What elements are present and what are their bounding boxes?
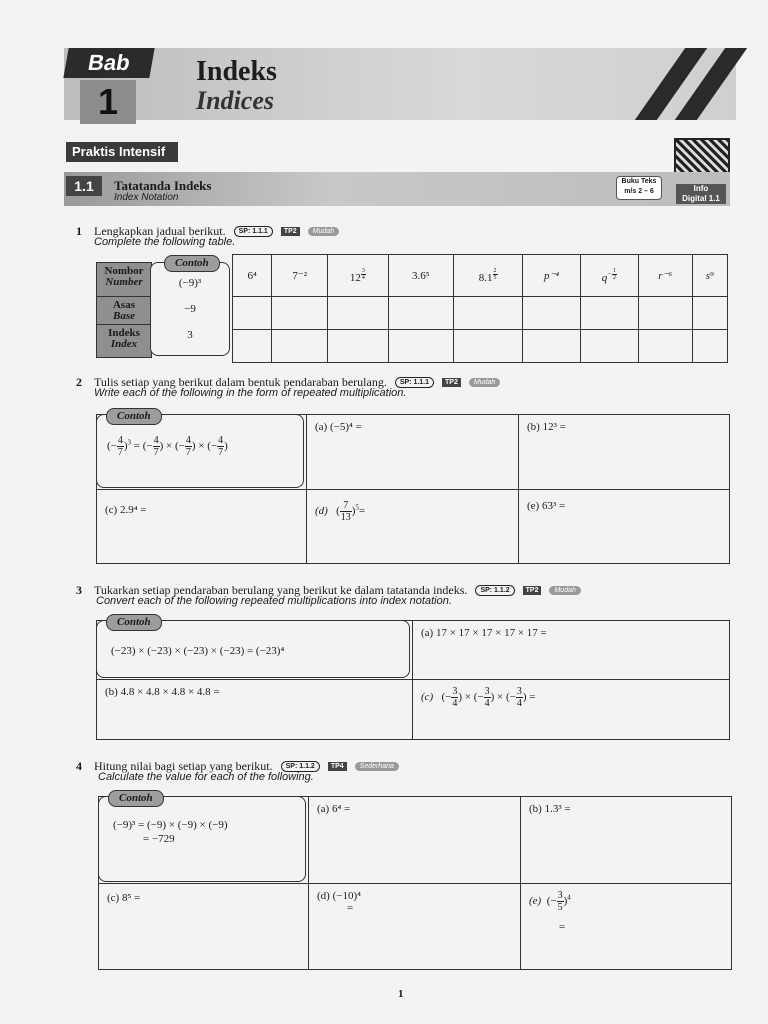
base-answer-cell[interactable] [692, 297, 727, 330]
index-answer-cell[interactable] [692, 330, 727, 363]
base-answer-cell[interactable] [523, 297, 581, 330]
q4-text-en: Calculate the value for each of the following. [98, 771, 314, 783]
q1-text-ms: Lengkapkan jadual berikut. [94, 224, 226, 238]
index-answer-cell[interactable] [454, 330, 523, 363]
q1-sp-badge: SP: 1.1.1 [234, 226, 273, 237]
label-indeks: Indeks [108, 327, 140, 339]
praktis-label: Praktis Intensif [66, 142, 178, 162]
q1-number-cell: 6⁴ [233, 255, 272, 297]
q1-number-base: 12 [349, 271, 361, 284]
q1-number-cell: $q^{- \frac{1}{2}}$ [580, 255, 638, 297]
q3-level-badge: Mudah [549, 586, 580, 595]
q4-tp-badge: TP4 [328, 762, 347, 771]
q1-number-cell: r⁻⁶ [638, 255, 692, 297]
q1-number-cell: 7⁻² [272, 255, 328, 297]
index-answer-cell[interactable] [523, 330, 581, 363]
q4-example-line1: (−9)³ = (−9) × (−9) × (−9) [113, 819, 228, 831]
q4-cell-c[interactable]: (c) 8⁵ = [98, 883, 309, 970]
chapter-banner [64, 48, 736, 120]
q1-number: 1 [76, 224, 82, 238]
section-title-en: Index Notation [114, 192, 179, 203]
q4-cell-e[interactable]: (e) (− $\frac{3}{5}$ )$^4$ = [520, 883, 732, 970]
base-answer-cell[interactable] [328, 297, 388, 330]
page-number: 1 [398, 988, 404, 1000]
example-base: −9 [184, 303, 196, 315]
q4-number: 4 [76, 759, 82, 773]
q4-text-ms: Hitung nilai bagi setiap yang berikut. [94, 759, 273, 773]
q4-sp-badge: SP: 1.1.2 [281, 761, 320, 772]
q4-cell-d[interactable] [308, 883, 521, 970]
info-label: Info [693, 184, 709, 193]
q4-cell-a[interactable]: (a) 6⁴ = [308, 796, 521, 884]
example-index: 3 [187, 329, 193, 341]
index-answer-cell[interactable] [388, 330, 453, 363]
q2-cell-d[interactable]: (d) ( $\frac{7}{13}$ )$^5$= [306, 489, 519, 564]
index-answer-cell[interactable] [638, 330, 692, 363]
bab-label: Bab [63, 48, 154, 78]
info-digital-badge[interactable] [676, 184, 726, 204]
q2-cell-b[interactable]: (b) 12³ = [518, 414, 730, 490]
q2-cell-a[interactable]: (a) (−5)⁴ = [306, 414, 519, 490]
q4-cell-b[interactable]: (b) 1.3³ = [520, 796, 732, 884]
index-answer-cell[interactable] [580, 330, 638, 363]
q1-number-cell: 12 $^{\frac{3}{4}}$ [328, 255, 388, 297]
q1-text-en: Complete the following table. [94, 236, 236, 248]
q2-sp-badge: SP: 1.1.1 [395, 377, 434, 388]
q1-table [232, 254, 728, 363]
q3-cell-c[interactable]: (c) (− $\frac{3}{4}$ ) × (− $\frac{3}{4}$ ) × (− $\frac{3}{4}$ ) = [412, 679, 730, 740]
base-answer-cell[interactable] [233, 297, 272, 330]
q2-d-label: (d) [315, 505, 328, 518]
q1-tp-badge: TP2 [281, 227, 300, 236]
base-answer-cell[interactable] [638, 297, 692, 330]
q2-text-en: Write each of the following in the form of repeated multiplication. [94, 387, 407, 399]
base-answer-cell[interactable] [454, 297, 523, 330]
label-number: Number [105, 276, 143, 288]
q3-tp-badge: TP2 [523, 586, 542, 595]
label-base: Base [113, 310, 135, 322]
q1-number-base: q [601, 271, 608, 284]
q1-number-base: 8.1 [478, 271, 493, 284]
q3-example-text: (−23) × (−23) × (−23) × (−23) = (−23)⁴ [111, 645, 285, 657]
q2-contoh-tag: Contoh [106, 408, 162, 425]
q2-cell-e[interactable]: (e) 63³ = [518, 489, 730, 564]
chapter-number: 1 [80, 80, 136, 124]
base-answer-cell[interactable] [272, 297, 328, 330]
digital-label: Digital 1.1 [682, 194, 720, 203]
q2-cell-c[interactable]: (c) 2.9⁴ = [96, 489, 307, 564]
q1-example-box [150, 262, 230, 356]
q4-d-expression: (d) (−10)⁴ [317, 890, 361, 902]
q2-tp-badge: TP2 [442, 378, 461, 387]
index-answer-cell[interactable] [233, 330, 272, 363]
q4-e-equals: = [559, 921, 566, 933]
q3-c-label: (c) [421, 691, 434, 704]
label-nombor: Nombor [104, 265, 144, 277]
q3-number: 3 [76, 583, 82, 597]
section-title-ms: Tatatanda Indeks [114, 178, 212, 193]
q2-text-ms: Tulis setiap yang berikut dalam bentuk pendaraban berulang. [94, 375, 387, 389]
q1-number-cell: p⁻⁴ [523, 255, 581, 297]
q1-number-cell: s⁹ [692, 255, 727, 297]
base-answer-cell[interactable] [388, 297, 453, 330]
chapter-title-ms: Indeks [196, 56, 277, 87]
q4-e-label: (e) [529, 895, 542, 908]
buku-teks-badge [616, 176, 662, 200]
q4-example-box [98, 796, 306, 882]
index-answer-cell[interactable] [272, 330, 328, 363]
label-index: Index [110, 338, 138, 350]
q2-number: 2 [76, 375, 82, 389]
base-answer-cell[interactable] [580, 297, 638, 330]
q3-sp-badge: SP: 1.1.2 [475, 585, 514, 596]
index-answer-cell[interactable] [328, 330, 388, 363]
q4-contoh-tag: Contoh [108, 790, 164, 807]
example-number: (−9)³ [178, 277, 202, 289]
q2-example-box [96, 414, 304, 488]
q1-level-badge: Mudah [308, 227, 339, 236]
q4-example-line2: = −729 [143, 833, 175, 845]
chapter-title-en: Indices [196, 86, 274, 115]
q1-number-cell: 8.1 $^{\frac{2}{5}}$ [454, 255, 523, 297]
label-asas: Asas [112, 299, 135, 311]
q3-text-en: Convert each of the following repeated multiplications into index notation. [96, 595, 452, 607]
q4-d-equals: = [347, 902, 354, 914]
buku-teks-label: Buku Teks [621, 178, 657, 185]
q2-example-expression: (− $\frac{4}{7}$ )$^3$ = (− $\frac{4}{7}$ ) × (− $\frac{4}{7}$ ) × (− $\frac{4}{7}$ ) [107, 435, 228, 458]
section-number: 1.1 [66, 176, 102, 196]
q4-level-badge: Sederhana [355, 762, 399, 771]
q1-contoh-tag: Contoh [164, 255, 220, 272]
q3-contoh-tag: Contoh [106, 614, 162, 631]
q3-text-ms: Tukarkan setiap pendaraban berulang yang berikut ke dalam tatatanda indeks. [94, 583, 468, 597]
q3-cell-a[interactable]: (a) 17 × 17 × 17 × 17 × 17 = [412, 620, 730, 680]
buku-teks-pages: m/s 2 – 6 [624, 188, 654, 195]
q1-number-cell: 3.6⁵ [388, 255, 453, 297]
q2-level-badge: Mudah [469, 378, 500, 387]
q3-cell-b[interactable]: (b) 4.8 × 4.8 × 4.8 × 4.8 = [96, 679, 413, 740]
q1-row-labels [96, 262, 152, 358]
